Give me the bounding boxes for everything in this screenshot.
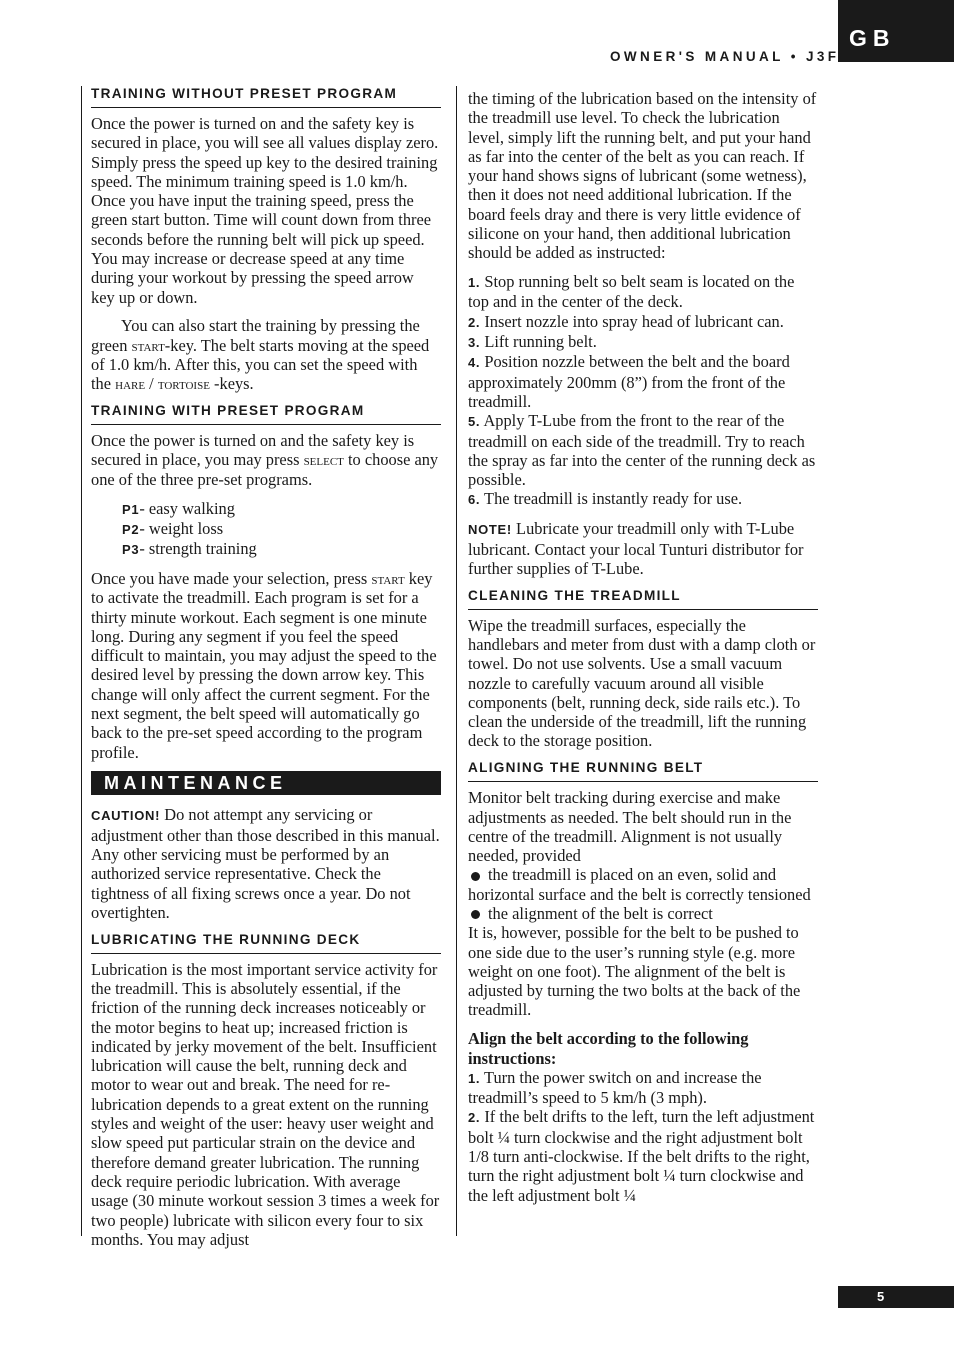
hare-key-label: hare (115, 374, 146, 394)
bullet-item: the treadmill is placed on an even, solid and horizontal surface and the belt is correctly tensioned (468, 865, 811, 904)
program-list (91, 499, 441, 560)
list-item: 2. If the belt drifts to the left, turn the left adjustment bolt ¼ turn clockwise and the right adjustment bolt 1/8 turn anti-clockwise. If the belt drifts to the right, turn the right adjustment bolt ¼ turn clockwise and the left adjustment bolt ¼ (468, 1107, 815, 1205)
list-item: 6. The treadmill is instantly ready for use. (468, 489, 743, 509)
manual-header: OWNER'S MANUAL • J3F (610, 49, 840, 64)
paragraph: the timing of the lubrication based on the intensity of the treadmill use level. To check the lubrication level, simply lift the running belt, and put your hand as far into the center of the belt as you can reach. If your hand shows signs of lubricant (some wetness), then it does not need additional lubrication. If the board feels dray and there is very little evidence of silicone on your hand, then additional lubrication should be added as instructed: (468, 89, 817, 263)
paragraph: It is, however, possible for the belt to be pushed to one side due to the user’s running style (e.g. more weight on one foot). The alignment of the belt is adjusted by turning the two bolts at the back of the treadmill. (468, 923, 801, 1020)
paragraph: Lubrication is the most important service activity for the treadmill. This is absolutely essential, if the friction of the running deck increases noticeably or the motor begins to heat up; increased friction is indicated by jerky movement of the belt. Insufficient lubrication will cause the belt, running deck and motor to wear out and break. The need for re-lubrication depends to a great extent on the running styles and weight of the user: heavy user weight and slow speed put particular strain on the device and therefore demand greater lubrication. The running deck require periodic lubrication. With average usage (30 minute workout session 3 times a week for two people) lubricate with silicon every four to six months. You may adjust (91, 959, 440, 1249)
left-column-rule (81, 86, 82, 1236)
maintenance-banner: MAINTENANCE (91, 771, 441, 795)
caution-paragraph: CAUTION! Do not attempt any servicing or adjustment other than those described in this manual. Any other servicing must be performed by an authorized service representative. Check the tightness of all fixing screws once a year. Do not overtighten. (91, 805, 440, 922)
list-item: 2. Insert nozzle into spray head of lubricant can. (468, 311, 784, 331)
paragraph: Monitor belt tracking during exercise and make adjustments as needed. The belt should run in the centre of the treadmill. Alignment is not usually needed, provided (468, 788, 792, 866)
start-key-label: start (131, 335, 165, 355)
bullet-item: the alignment of the belt is correct (468, 904, 818, 923)
middle-column-rule (456, 86, 457, 1236)
section-heading-training-without-program: TRAINING WITHOUT PRESET PROGRAM (91, 86, 441, 108)
right-column (468, 89, 818, 1205)
page-number: 5 (838, 1286, 954, 1308)
paragraph: Once the power is turned on and the safety key is secured in place, you will see all values display zero. Simply press the speed up key to the desired training speed. The minimum training speed is 1.0 km/h. Once you have input the training speed, press the green start button. Time will count down from three seconds before the running belt will pick up speed. You may increase or decrease speed at any time during your workout by pressing the speed arrow key up or down. (91, 114, 439, 307)
bullet-icon (471, 910, 480, 919)
paragraph: Once the power is turned on and the safety key is secured in place, you may press select to choose any one of the three pre-set programs. (91, 431, 439, 489)
instructions-heading: Align the belt according to the following instructions: (468, 1029, 749, 1068)
list-item: 5. Apply T-Lube from the front to the rear of the treadmill on each side of the treadmill. Try to reach the spray as far into the center of the running deck as possible. (468, 411, 816, 490)
caution-label: CAUTION! (91, 808, 161, 824)
list-item: 1. Stop running belt so belt seam is located on the top and in the center of the deck. (468, 272, 795, 312)
section-heading-cleaning: CLEANING THE TREADMILL (468, 588, 818, 610)
paragraph: Once you have made your selection, press start key to activate the treadmill. Each program is set for a thirty minute workout. Each segment is one minute long. During any segment if you feel the speed difficult to maintain, you may adjust the speed to the desired level by pressing the down arrow key. This change will only affect the current segment. For the next segment, the belt speed will automatically go back to the pre-set speed according to the program profile. (91, 568, 437, 762)
list-item: 4. Position nozzle between the belt and the board approximately 200mm (8”) from the front of the treadmill. (468, 352, 790, 411)
note-paragraph: NOTE! Lubricate your treadmill only with T-Lube lubricant. Contact your local Tunturi distributor for further supplies of T-Lube. (468, 519, 804, 578)
left-column (91, 86, 441, 1259)
language-tab: GB (838, 0, 954, 62)
tortoise-key-label: tortoise (157, 374, 210, 394)
note-label: NOTE! (468, 522, 512, 538)
start-key-label: start (371, 568, 405, 588)
list-item: 1. Turn the power switch on and increase the treadmill’s speed to 5 km/h (3 mph). (468, 1067, 762, 1108)
section-heading-lubricating: LUBRICATING THE RUNNING DECK (91, 932, 441, 954)
select-key-label: select (303, 450, 344, 470)
bullet-icon (471, 872, 480, 881)
section-heading-aligning: ALIGNING THE RUNNING BELT (468, 760, 818, 782)
list-item: P1- easy walking (122, 498, 235, 518)
list-item: P3- strength training (122, 539, 257, 559)
paragraph: You can also start the training by pressing the green start-key. The belt starts moving at the speed of 1.0 km/h. After this, you can set the speed with the hare / tortoise -keys. (91, 316, 430, 394)
paragraph: Wipe the treadmill surfaces, especially the handlebars and meter from dust with a damp cloth or towel. Do not use solvents. Use a small vacuum nozzle to carefully vacuum around all visible components (belt, running deck, side rails etc.). To clean the underside of the treadmill, lift the running deck to the storage position. (468, 615, 816, 751)
section-heading-training-with-program: TRAINING WITH PRESET PROGRAM (91, 403, 441, 425)
list-item: P2- weight loss (122, 518, 224, 538)
list-item: 3. Lift running belt. (468, 332, 597, 352)
lubrication-steps (468, 272, 818, 510)
